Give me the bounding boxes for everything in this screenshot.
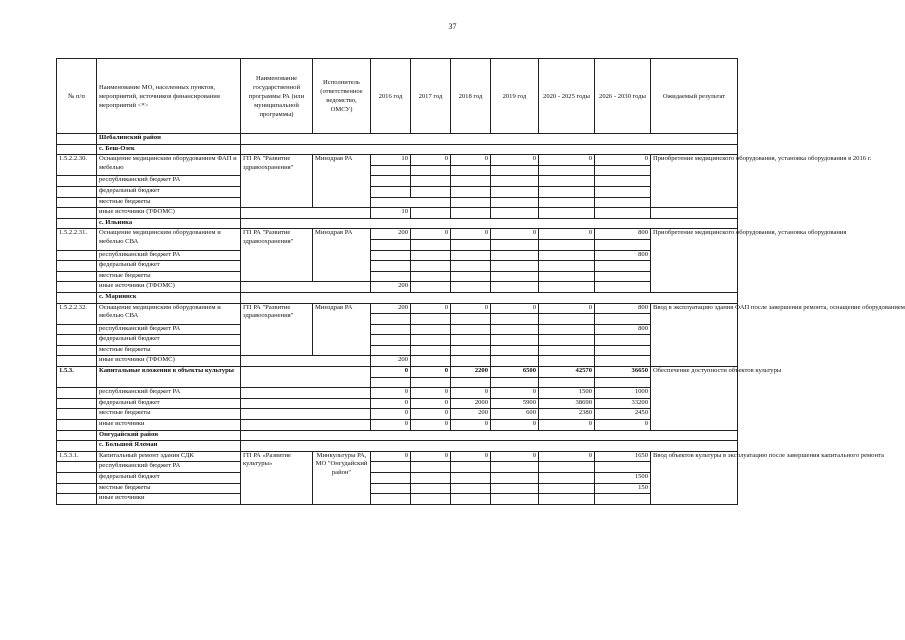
locality-row [57,441,738,452]
header-2020-2025: 2020 - 2025 годы [539,59,595,134]
funding-row [57,345,738,356]
locality-row [57,218,738,229]
item-name: Оснащение медицинским оборудованием и мебелью СВА [97,303,241,324]
funding-source: федеральный бюджет [97,335,241,346]
funding-source: республиканский бюджет РА [97,462,241,473]
header-num: № п/п [57,59,97,134]
funding-source: местные бюджеты [97,409,241,420]
page-number: 37 [448,22,457,31]
funding-source: республиканский бюджет РА [97,324,241,335]
district-row [57,430,738,441]
item-name: Капитальный ремонт здания СДК [97,451,241,462]
funding-source: республиканский бюджет РА [97,250,241,261]
section-number: 1.5.3. [57,367,97,388]
funding-source: республиканский бюджет РА [97,176,241,187]
funding-row [57,494,738,505]
locality-name: с. Мариинск [97,292,241,303]
header-2018: 2018 год [451,59,491,134]
funding-source: федеральный бюджет [97,473,241,484]
locality-name: с. Ильинка [97,218,241,229]
funding-source: иные источники [97,420,241,431]
funding-row: иные источники (ТФОМС) 10 [57,208,738,219]
funding-row: иные источники (ТФОМС) 200 [57,356,738,367]
funding-source: иные источники (ТФОМС) [97,356,241,367]
header-2026-2030: 2026 - 2030 годы [595,59,651,134]
executor-name: Минздрав РА [313,155,371,208]
program-name: ГП РА «Развитие культуры» [241,451,313,504]
district-row [57,134,738,145]
funding-source: местные бюджеты [97,345,241,356]
district-name: Онгудайский район [97,430,241,441]
funding-source: республиканский бюджет РА [97,388,241,399]
expected-result: Обеспечение доступности объектов культуры [651,367,738,431]
locality-row [57,292,738,303]
funding-row: республиканский бюджет РА 800 [57,324,738,335]
funding-row [57,261,738,272]
header-executor: Исполнитель (ответственное ведомство, ОМСУ) [313,59,371,134]
funding-row [57,197,738,208]
item-number: 1.5.2.2.30. [57,155,97,176]
table-row: 1.5.3.1. Капитальный ремонт здания СДК ГП РА «Развитие культуры» Минкультуры РА, МО "Онгудайский район" 0 0 0 0 0 1650 Ввод объектов культуры в эксплуатацию после завершения капитального ремонта [57,451,738,462]
funding-source: иные источники [97,494,241,505]
funding-source: местные бюджеты [97,483,241,494]
funding-source: иные источники (ТФОМС) [97,282,241,293]
executor-name: Минздрав РА [313,229,371,282]
funding-source: федеральный бюджет [97,186,241,197]
expected-result: Ввод в эксплуатацию здания ФАП после завершения ремонта, оснащение оборудованием [651,303,738,367]
header-program: Наименование государственной программы РА (или муниципальной программы) [241,59,313,134]
expected-result: Ввод объектов культуры в эксплуатацию после завершения капитального ремонта [651,451,738,504]
funding-row [57,462,738,473]
funding-row: иные источники (ТФОМС) 200 [57,282,738,293]
header-result: Ожидаемый результат [651,59,738,134]
table-row: 1.5.2.2.32. Оснащение медицинским оборудованием и мебелью СВА ГП РА "Развитие здравоохранения" Минздрав РА 200 0 0 0 0 800 Ввод в эксплуатацию здания ФАП после завершения ремонта, оснащение оборудованием [57,303,738,314]
funding-source: местные бюджеты [97,271,241,282]
locality-name: с. Большой Яломан [97,441,241,452]
header-2017: 2017 год [411,59,451,134]
program-name: ГП РА "Развитие здравоохранения" [241,155,313,208]
table-row: 1.5.2.2.30. Оснащение медицинским оборудованием ФАП и мебелью ГП РА "Развитие здравоохранения" Минздрав РА 10 0 0 0 0 0 Приобретение медицинского оборудования, установка оборудования в 2016 г. [57,155,738,166]
section-row: 1.5.3. Капитальные вложения в объекты культуры 0 0 2200 6500 42570 36650 Обеспечение доступности объектов культуры [57,367,738,378]
funding-source: федеральный бюджет [97,398,241,409]
table-row: 1.5.2.2.31. Оснащение медицинским оборудованием и мебелью СВА ГП РА "Развитие здравоохранения" Минздрав РА 200 0 0 0 0 800 Приобретение медицинского оборудования, установка оборудования [57,229,738,240]
expected-result: Приобретение медицинского оборудования, установка оборудования [651,229,738,293]
funding-source: иные источники (ТФОМС) [97,208,241,219]
funding-row: иные источники 0 0 0 0 0 0 [57,420,738,431]
locality-row [57,144,738,155]
item-name: Оснащение медицинским оборудованием и мебелью СВА [97,229,241,250]
expected-result: Приобретение медицинского оборудования, установка оборудования в 2016 г. [651,155,738,208]
item-number: 1.5.3.1. [57,451,97,462]
funding-row: республиканский бюджет РА 0 0 0 0 1500 1000 [57,388,738,399]
funding-source: федеральный бюджет [97,261,241,272]
section-name: Капитальные вложения в объекты культуры [97,367,241,388]
funding-source: местные бюджеты [97,197,241,208]
funding-row: республиканский бюджет РА 800 [57,250,738,261]
funding-row: федеральный бюджет 1500 [57,473,738,484]
funding-row [57,176,738,187]
item-number: 1.5.2.2.32. [57,303,97,324]
item-number: 1.5.2.2.31. [57,229,97,250]
header-2016: 2016 год [371,59,411,134]
program-table [56,58,905,505]
funding-row: федеральный бюджет 0 0 2000 5900 38690 33200 [57,398,738,409]
funding-row [57,271,738,282]
locality-name: с. Беш-Озек [97,144,241,155]
table-header-row [57,59,738,134]
program-name: ГП РА "Развитие здравоохранения" [241,303,313,356]
header-2019: 2019 год [491,59,539,134]
item-name: Оснащение медицинским оборудованием ФАП и мебелью [97,155,241,176]
funding-row [57,335,738,346]
funding-row: местные бюджеты 0 0 200 600 2380 2450 [57,409,738,420]
district-name: Шебалинский район [97,134,241,145]
funding-row [57,186,738,197]
executor-name: Минздрав РА [313,303,371,356]
program-name: ГП РА "Развитие здравоохранения" [241,229,313,282]
executor-name: Минкультуры РА, МО "Онгудайский район" [313,451,371,504]
funding-row: местные бюджеты 150 [57,483,738,494]
header-name: Наименование МО, населенных пунктов, мероприятий, источников финансирования мероприятий <*> [97,59,241,134]
